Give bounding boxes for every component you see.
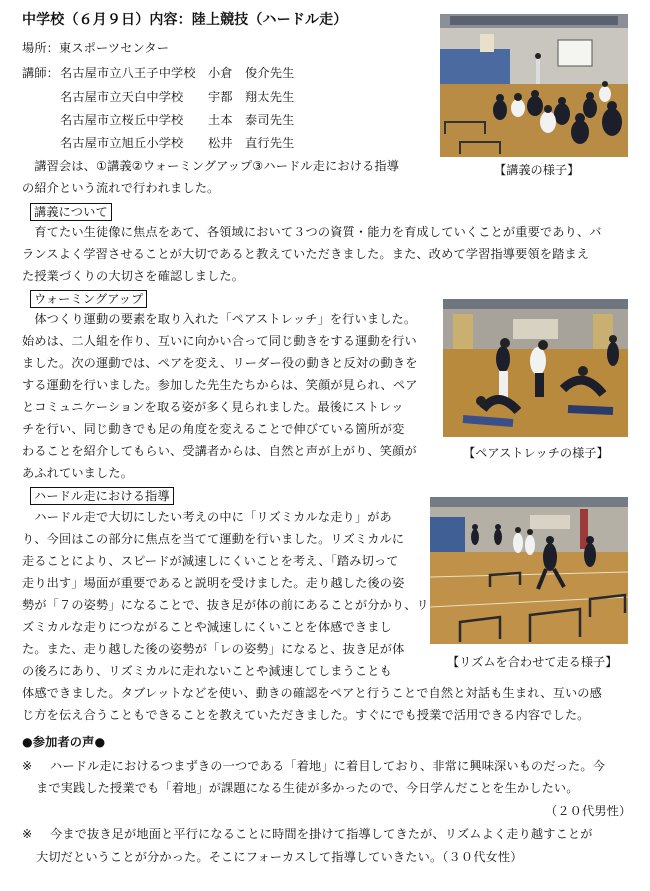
lecturer-3: 名古屋市立桜丘中学校 土本 泰司先生 [60, 113, 295, 127]
hurdle-line-2: り、今回はこの部分に焦点を当てて運動を行いました。リズミカルに [22, 532, 405, 546]
rhythm-photo [430, 497, 628, 644]
intro-line-1: 講習会は、①講義②ウォーミングアップ③ハードル走における指導 [22, 159, 400, 173]
hurdle-line-3: 走ることにより、スピードが減速しにくいことを考え、「踏み切って [22, 554, 399, 568]
voice-1-line-1: ハードル走におけるつまずきの一つである「着地」に着目しており、非常に興味深いものだった。今 [50, 759, 606, 773]
warmup-line-5: とコミュニケーションを取る姿が多く見られました。最後にストレッ [22, 400, 404, 414]
rhythm-photo-caption: 【リズムを合わせて走る様子】 [447, 655, 618, 669]
warmup-line-1: 体つくり運動の要素を取り入れた「ペアストレッチ」を行いました。 [22, 312, 417, 326]
voice-1-line-2: まで実践した授業でも「着地」が課題になる生徒が多かったので、今日学んだことを生かしたい。 [36, 781, 579, 795]
lecture-photo-caption: 【講義の様子】 [494, 163, 580, 177]
lecturers-label: 講師： [22, 66, 60, 80]
hurdle-line-7: た。また、走り越した後の姿勢が「レの姿勢」になると、抜き足が体 [22, 642, 405, 656]
lecture-line-2: ランスよく学習させることが大切であると教えていただきました。また、改めて学習指導要領を踏まえ [22, 247, 590, 261]
warmup-line-6: チを行い、同じ動きでも足の角度を変えることで伸びている箇所が変 [22, 422, 405, 436]
warmup-line-8: あふれていました。 [22, 466, 134, 480]
hurdle-line-10: じ方を伝え合うこともできることを教えていただきました。すぐにでも授業で活用できる内容でした。 [22, 708, 590, 722]
voice-2-mark: ※ [22, 827, 33, 841]
lecture-heading: 講義について [30, 203, 112, 221]
hurdle-line-4: 走り出す」場面が重要であると説明を受けました。走り越した後の姿 [22, 576, 405, 590]
warmup-line-2: 始めは、二人組を作り、互いに向かい合って同じ動きをする運動を行い [22, 334, 417, 348]
voice-1-author: （２０代男性） [545, 804, 632, 818]
hurdle-heading: ハードル走における指導 [30, 487, 174, 505]
page-title: 中学校（６月９日）内容：陸上競技（ハードル走） [22, 12, 348, 28]
hurdle-line-5: 勢が「７の姿勢」になることで、抜き足が体の前にあることが分かり、リ [22, 598, 429, 612]
stretch-photo-caption: 【ペアストレッチの様子】 [463, 446, 609, 460]
hurdle-line-8: の後ろにあり、リズミカルに走れないことや減速してしまうことも [22, 664, 392, 678]
venue-text: 場所：東スポーツセンター [22, 41, 170, 55]
hurdle-line-6: ズミカルな走りにつながることや減速しにくいことを体感できまし [22, 620, 392, 634]
lecture-photo [440, 14, 628, 157]
lecturer-4: 名古屋市立旭丘小学校 松井 直行先生 [60, 136, 295, 150]
warmup-line-7: わることを紹介してもらい、受講者からは、自然と声が上がり、笑顔が [22, 444, 417, 458]
intro-line-2: の紹介という流れで行われました。 [22, 181, 220, 195]
warmup-heading: ウォーミングアップ [30, 290, 147, 308]
stretch-photo [443, 299, 628, 437]
warmup-line-3: ました。次の運動では、ペアを変え、リーダー役の動きと反対の動きを [22, 356, 418, 370]
voices-heading: ●参加者の声● [22, 735, 106, 749]
hurdle-line-1: ハードル走で大切にしたい考えの中に「リズミカルな走り」があ [22, 510, 392, 524]
voice-2-line-2: 大切だということが分かった。そこにフォーカスして指導していきたい。（３０代女性） [36, 850, 523, 864]
lecture-line-1: 育てたい生徒像に焦点をあて、各領域において３つの資質・能力を育成していくことが重要であり、バ [22, 225, 602, 239]
lecture-line-3: た授業づくりの大切さを確認しました。 [22, 269, 245, 283]
lecturer-2: 名古屋市立天白中学校 宇都 翔太先生 [60, 90, 295, 104]
lecturer-1: 名古屋市立八王子中学校 小倉 俊介先生 [60, 66, 295, 80]
hurdle-line-9: 体感できました。タブレットなどを使い、動きの確認をペアと行うことで自然と対話も生まれ、互いの感 [22, 686, 602, 700]
warmup-line-4: する運動を行いました。参加した先生たちからは、笑顔が見られ、ペア [22, 378, 418, 392]
voice-2-line-1: 今まで抜き足が地面と平行になることに時間を掛けて指導してきたが、リズムよく走り越すことが [50, 827, 593, 841]
voice-1-mark: ※ [22, 759, 33, 773]
